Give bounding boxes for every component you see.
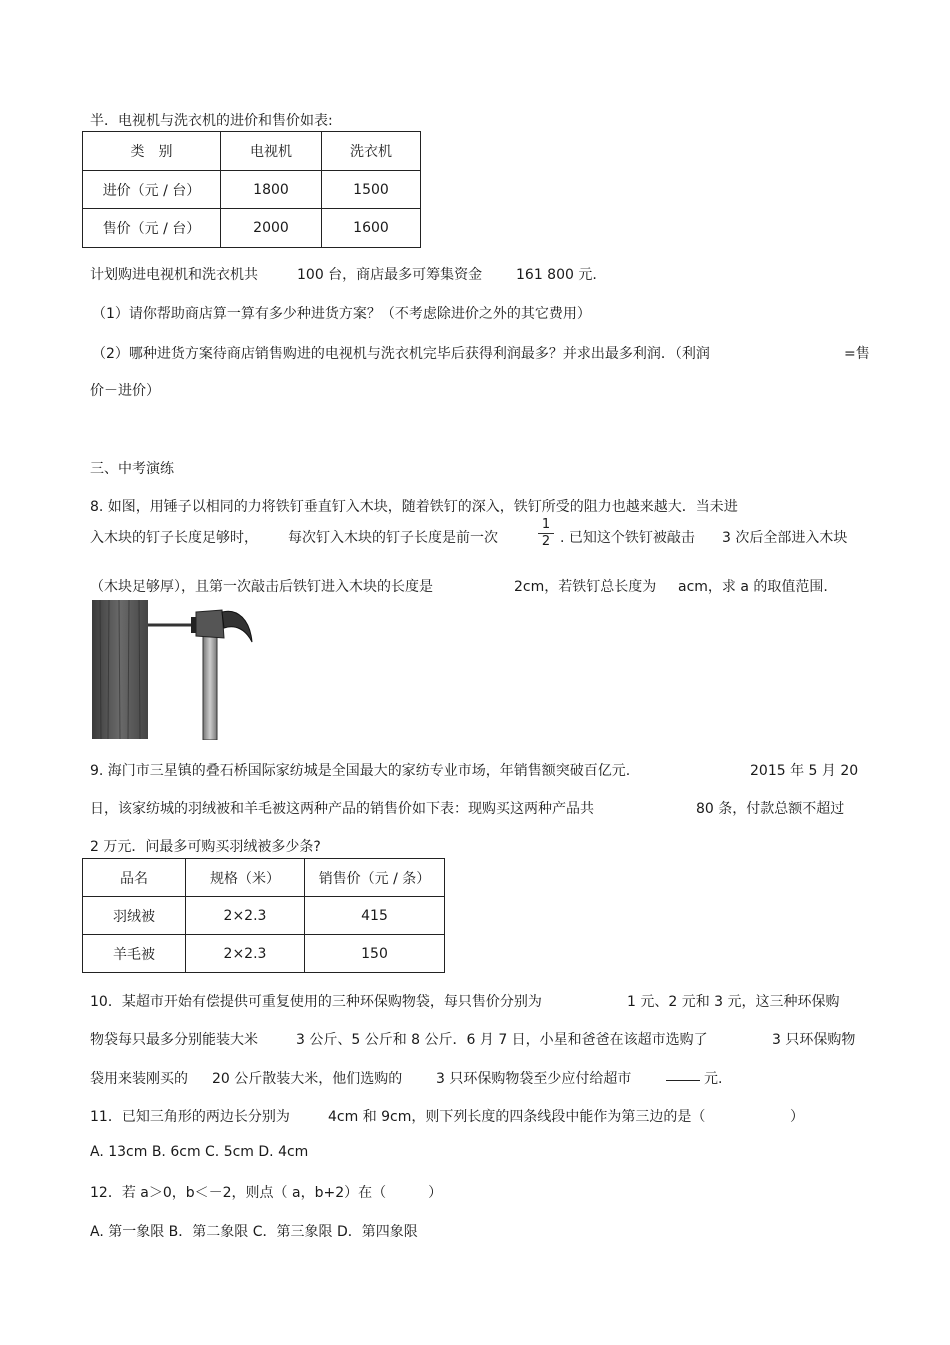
q7-header-category: 类 别 (83, 132, 221, 171)
hammer-nail-figure (92, 598, 254, 740)
q9-row-down-price: 415 (305, 897, 445, 935)
hammer-head (196, 610, 224, 638)
q12-stem: 12．若 a＞0，b＜－2，则点（ a，b+2）在（ ） (90, 1185, 443, 1201)
q9-line3: 2 万元．问最多可购买羽绒被多少条? (90, 839, 321, 855)
q7-sub2-cont: 价－进价） (90, 383, 160, 399)
q7-header-washer: 洗衣机 (322, 132, 421, 171)
q9-row-wool-price: 150 (305, 935, 445, 973)
q7-row-price-tv: 2000 (221, 209, 322, 248)
q7-row-price-label: 售价（元 / 台） (83, 209, 221, 248)
hammer-claw (222, 611, 252, 642)
q8-line1: 8. 如图，用锤子以相同的力将铁钉垂直钉入木块，随着铁钉的深入，铁钉所受的阻力也越来越大．当未进 (90, 499, 738, 515)
answer-blank (666, 1068, 700, 1085)
q9-price-table (82, 858, 445, 973)
q7-row-cost-label: 进价（元 / 台） (83, 171, 221, 209)
q9-row-wool-spec: 2×2.3 (186, 935, 305, 973)
nail-head (191, 617, 196, 633)
q9-row-down-spec: 2×2.3 (186, 897, 305, 935)
q7-intro: 半．电视机与洗衣机的进价和售价如表: (90, 113, 333, 129)
q7-header-tv: 电视机 (221, 132, 322, 171)
q9-header-price: 销售价（元 / 条） (305, 859, 445, 897)
hammer-handle (203, 636, 217, 740)
q9-row-down-name: 羽绒被 (83, 897, 186, 935)
q7-row-cost-washer: 1500 (322, 171, 421, 209)
q9-header-name: 品名 (83, 859, 186, 897)
q11-options: A. 13cm B. 6cm C. 5cm D. 4cm (90, 1144, 309, 1160)
q7-row-cost-tv: 1800 (221, 171, 322, 209)
q7-price-table (82, 131, 421, 248)
q9-row-wool-name: 羊毛被 (83, 935, 186, 973)
q7-row-price-washer: 1600 (322, 209, 421, 248)
q7-sub1: （1）请你帮助商店算一算有多少种进货方案？（不考虑除进价之外的其它费用） (92, 306, 591, 322)
section-title: 三、中考演练 (90, 461, 174, 477)
q8-fraction: 1 2 (538, 518, 554, 549)
q9-header-spec: 规格（米） (186, 859, 305, 897)
q12-options: A. 第一象限 B．第二象限 C．第三象限 D．第四象限 (90, 1224, 418, 1240)
